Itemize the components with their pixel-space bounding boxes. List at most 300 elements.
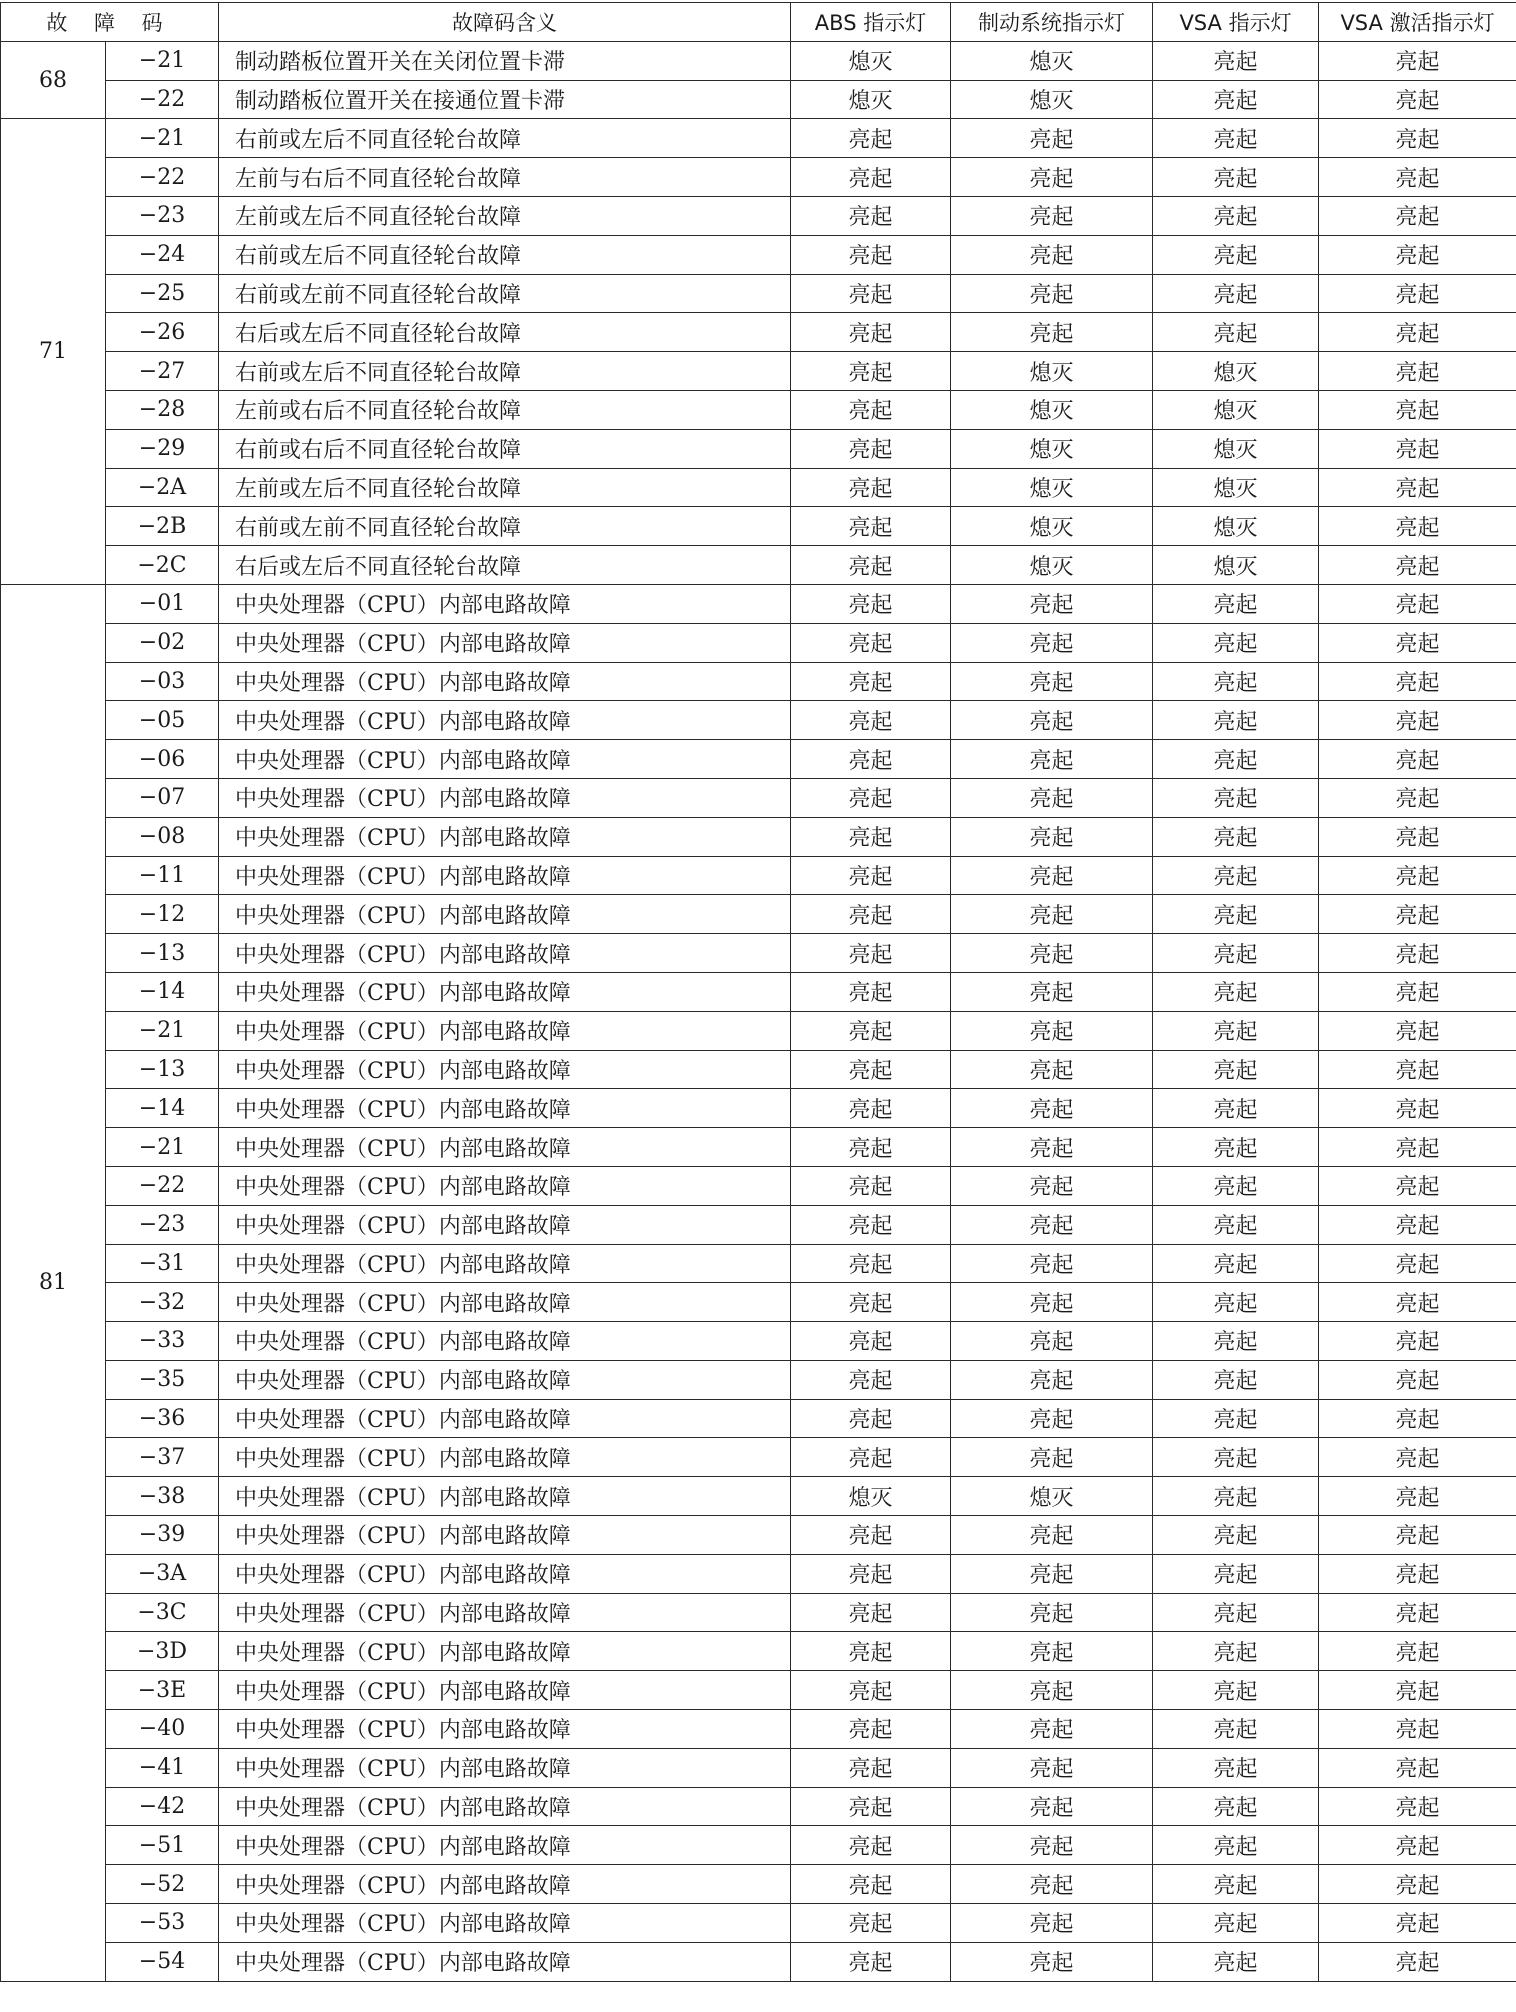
fault-meaning: 中央处理器（CPU）内部电路故障 (219, 1632, 791, 1671)
fault-meaning: 中央处理器（CPU）内部电路故障 (219, 701, 791, 740)
abs-light-state: 亮起 (791, 429, 951, 468)
vsa-light-state: 熄灭 (1153, 352, 1319, 391)
brake-system-light-state: 熄灭 (951, 507, 1153, 546)
fault-meaning: 中央处理器（CPU）内部电路故障 (219, 1942, 791, 1981)
sub-code: −03 (106, 662, 219, 701)
abs-light-state: 亮起 (791, 972, 951, 1011)
vsa-active-light-state: 亮起 (1319, 1516, 1516, 1555)
vsa-active-light-state: 亮起 (1319, 1710, 1516, 1749)
abs-light-state: 亮起 (791, 1593, 951, 1632)
fault-meaning: 中央处理器（CPU）内部电路故障 (219, 1399, 791, 1438)
table-row (1, 1399, 1516, 1438)
sub-code: −32 (106, 1283, 219, 1322)
fault-meaning: 左前或右后不同直径轮台故障 (219, 390, 791, 429)
sub-code: −22 (106, 80, 219, 119)
table-row (1, 934, 1516, 973)
table-row (1, 1826, 1516, 1865)
vsa-active-light-state: 亮起 (1319, 817, 1516, 856)
abs-light-state: 亮起 (791, 196, 951, 235)
vsa-active-light-state: 亮起 (1319, 80, 1516, 119)
vsa-light-state: 亮起 (1153, 1399, 1319, 1438)
brake-system-light-state: 亮起 (951, 778, 1153, 817)
fault-meaning: 左前或左后不同直径轮台故障 (219, 196, 791, 235)
brake-system-light-state: 亮起 (951, 623, 1153, 662)
brake-system-light-state: 亮起 (951, 1011, 1153, 1050)
fault-meaning: 中央处理器（CPU）内部电路故障 (219, 662, 791, 701)
fault-meaning: 中央处理器（CPU）内部电路故障 (219, 1089, 791, 1128)
table-row (1, 1904, 1516, 1943)
abs-light-state: 亮起 (791, 390, 951, 429)
vsa-active-light-state: 亮起 (1319, 507, 1516, 546)
sub-code: −01 (106, 584, 219, 623)
vsa-light-state: 亮起 (1153, 158, 1319, 197)
vsa-active-light-state: 亮起 (1319, 1787, 1516, 1826)
abs-light-state: 亮起 (791, 313, 951, 352)
vsa-light-state: 亮起 (1153, 274, 1319, 313)
abs-light-state: 亮起 (791, 1710, 951, 1749)
vsa-active-light-state: 亮起 (1319, 274, 1516, 313)
brake-system-light-state: 亮起 (951, 1593, 1153, 1632)
table-row (1, 468, 1516, 507)
brake-system-light-state: 亮起 (951, 584, 1153, 623)
dtc-table (0, 2, 1516, 1982)
table-row (1, 1128, 1516, 1167)
vsa-light-state: 熄灭 (1153, 429, 1319, 468)
fault-meaning: 中央处理器（CPU）内部电路故障 (219, 1904, 791, 1943)
table-row (1, 1438, 1516, 1477)
table-row (1, 119, 1516, 158)
vsa-light-state: 亮起 (1153, 119, 1319, 158)
sub-code: −24 (106, 235, 219, 274)
vsa-light-state: 亮起 (1153, 1360, 1319, 1399)
sub-code: −31 (106, 1244, 219, 1283)
vsa-light-state: 亮起 (1153, 1632, 1319, 1671)
brake-system-light-state: 亮起 (951, 1322, 1153, 1361)
brake-system-light-state: 亮起 (951, 1671, 1153, 1710)
brake-system-light-state: 亮起 (951, 1050, 1153, 1089)
sub-code: −2C (106, 546, 219, 585)
header-abs-light: ABS 指示灯 (791, 3, 951, 42)
brake-system-light-state: 亮起 (951, 1360, 1153, 1399)
vsa-active-light-state: 亮起 (1319, 895, 1516, 934)
brake-system-light-state: 亮起 (951, 1748, 1153, 1787)
vsa-light-state: 亮起 (1153, 1554, 1319, 1593)
brake-system-light-state: 亮起 (951, 313, 1153, 352)
fault-meaning: 右前或左后不同直径轮台故障 (219, 235, 791, 274)
table-row (1, 1632, 1516, 1671)
table-row (1, 856, 1516, 895)
brake-system-light-state: 亮起 (951, 1438, 1153, 1477)
abs-light-state: 熄灭 (791, 1477, 951, 1516)
abs-light-state: 亮起 (791, 1904, 951, 1943)
vsa-active-light-state: 亮起 (1319, 1438, 1516, 1477)
table-row (1, 778, 1516, 817)
abs-light-state: 亮起 (791, 274, 951, 313)
main-fault-code: 68 (1, 41, 106, 119)
brake-system-light-state: 亮起 (951, 158, 1153, 197)
fault-meaning: 中央处理器（CPU）内部电路故障 (219, 1865, 791, 1904)
fault-meaning: 右后或左后不同直径轮台故障 (219, 313, 791, 352)
vsa-light-state: 亮起 (1153, 1942, 1319, 1981)
sub-code: −42 (106, 1787, 219, 1826)
sub-code: −21 (106, 41, 219, 80)
vsa-active-light-state: 亮起 (1319, 856, 1516, 895)
vsa-light-state: 亮起 (1153, 740, 1319, 779)
abs-light-state: 亮起 (791, 1516, 951, 1555)
vsa-light-state: 亮起 (1153, 1438, 1319, 1477)
brake-system-light-state: 亮起 (951, 817, 1153, 856)
vsa-active-light-state: 亮起 (1319, 1166, 1516, 1205)
vsa-light-state: 亮起 (1153, 1477, 1319, 1516)
table-row (1, 80, 1516, 119)
brake-system-light-state: 亮起 (951, 740, 1153, 779)
table-row (1, 1322, 1516, 1361)
fault-meaning: 制动踏板位置开关在接通位置卡滞 (219, 80, 791, 119)
table-row (1, 274, 1516, 313)
vsa-light-state: 熄灭 (1153, 546, 1319, 585)
abs-light-state: 亮起 (791, 1011, 951, 1050)
vsa-light-state: 亮起 (1153, 1128, 1319, 1167)
main-fault-code: 81 (1, 584, 106, 1981)
fault-meaning: 中央处理器（CPU）内部电路故障 (219, 1205, 791, 1244)
abs-light-state: 亮起 (791, 778, 951, 817)
abs-light-state: 亮起 (791, 1865, 951, 1904)
vsa-light-state: 亮起 (1153, 1166, 1319, 1205)
vsa-light-state: 亮起 (1153, 856, 1319, 895)
vsa-light-state: 亮起 (1153, 235, 1319, 274)
brake-system-light-state: 亮起 (951, 1283, 1153, 1322)
table-row (1, 895, 1516, 934)
vsa-active-light-state: 亮起 (1319, 1128, 1516, 1167)
table-row (1, 1283, 1516, 1322)
vsa-active-light-state: 亮起 (1319, 584, 1516, 623)
brake-system-light-state: 亮起 (951, 1244, 1153, 1283)
header-row (1, 3, 1516, 42)
vsa-active-light-state: 亮起 (1319, 1477, 1516, 1516)
table-row (1, 1166, 1516, 1205)
table-row (1, 1050, 1516, 1089)
sub-code: −52 (106, 1865, 219, 1904)
sub-code: −02 (106, 623, 219, 662)
fault-meaning: 中央处理器（CPU）内部电路故障 (219, 1826, 791, 1865)
vsa-active-light-state: 亮起 (1319, 740, 1516, 779)
brake-system-light-state: 熄灭 (951, 429, 1153, 468)
fault-meaning: 中央处理器（CPU）内部电路故障 (219, 1671, 791, 1710)
brake-system-light-state: 亮起 (951, 1166, 1153, 1205)
brake-system-light-state: 亮起 (951, 972, 1153, 1011)
fault-meaning: 中央处理器（CPU）内部电路故障 (219, 740, 791, 779)
fault-meaning: 中央处理器（CPU）内部电路故障 (219, 1166, 791, 1205)
sub-code: −06 (106, 740, 219, 779)
sub-code: −23 (106, 196, 219, 235)
abs-light-state: 亮起 (791, 1322, 951, 1361)
brake-system-light-state: 熄灭 (951, 390, 1153, 429)
sub-code: −07 (106, 778, 219, 817)
table-row (1, 1244, 1516, 1283)
vsa-light-state: 亮起 (1153, 1011, 1319, 1050)
brake-system-light-state: 熄灭 (951, 352, 1153, 391)
vsa-light-state: 亮起 (1153, 1516, 1319, 1555)
fault-meaning: 制动踏板位置开关在关闭位置卡滞 (219, 41, 791, 80)
brake-system-light-state: 亮起 (951, 274, 1153, 313)
vsa-light-state: 亮起 (1153, 80, 1319, 119)
fault-meaning: 中央处理器（CPU）内部电路故障 (219, 1283, 791, 1322)
brake-system-light-state: 亮起 (951, 196, 1153, 235)
brake-system-light-state: 亮起 (951, 856, 1153, 895)
vsa-active-light-state: 亮起 (1319, 1865, 1516, 1904)
abs-light-state: 亮起 (791, 1942, 951, 1981)
abs-light-state: 亮起 (791, 507, 951, 546)
fault-meaning: 中央处理器（CPU）内部电路故障 (219, 1050, 791, 1089)
table-row (1, 1787, 1516, 1826)
vsa-light-state: 亮起 (1153, 1671, 1319, 1710)
sub-code: −14 (106, 972, 219, 1011)
sub-code: −11 (106, 856, 219, 895)
table-row (1, 1865, 1516, 1904)
abs-light-state: 亮起 (791, 856, 951, 895)
table-row (1, 1554, 1516, 1593)
abs-light-state: 亮起 (791, 119, 951, 158)
abs-light-state: 亮起 (791, 1438, 951, 1477)
brake-system-light-state: 亮起 (951, 1516, 1153, 1555)
vsa-light-state: 亮起 (1153, 1748, 1319, 1787)
vsa-light-state: 亮起 (1153, 1089, 1319, 1128)
vsa-active-light-state: 亮起 (1319, 623, 1516, 662)
header-meaning: 故障码含义 (219, 3, 791, 42)
abs-light-state: 亮起 (791, 1671, 951, 1710)
sub-code: −29 (106, 429, 219, 468)
sub-code: −23 (106, 1205, 219, 1244)
fault-meaning: 中央处理器（CPU）内部电路故障 (219, 1593, 791, 1632)
table-row (1, 390, 1516, 429)
abs-light-state: 亮起 (791, 1826, 951, 1865)
table-row (1, 1205, 1516, 1244)
abs-light-state: 亮起 (791, 1632, 951, 1671)
fault-meaning: 中央处理器（CPU）内部电路故障 (219, 1516, 791, 1555)
brake-system-light-state: 亮起 (951, 701, 1153, 740)
fault-meaning: 中央处理器（CPU）内部电路故障 (219, 584, 791, 623)
vsa-light-state: 亮起 (1153, 1904, 1319, 1943)
fault-meaning: 右前或左前不同直径轮台故障 (219, 507, 791, 546)
sub-code: −35 (106, 1360, 219, 1399)
table-row (1, 972, 1516, 1011)
abs-light-state: 亮起 (791, 895, 951, 934)
sub-code: −51 (106, 1826, 219, 1865)
brake-system-light-state: 亮起 (951, 1904, 1153, 1943)
sub-code: −33 (106, 1322, 219, 1361)
sub-code: −3C (106, 1593, 219, 1632)
vsa-active-light-state: 亮起 (1319, 1050, 1516, 1089)
sub-code: −14 (106, 1089, 219, 1128)
sub-code: −38 (106, 1477, 219, 1516)
abs-light-state: 亮起 (791, 623, 951, 662)
vsa-active-light-state: 亮起 (1319, 1089, 1516, 1128)
vsa-active-light-state: 亮起 (1319, 1244, 1516, 1283)
fault-meaning: 右前或左后不同直径轮台故障 (219, 352, 791, 391)
sub-code: −27 (106, 352, 219, 391)
vsa-active-light-state: 亮起 (1319, 158, 1516, 197)
brake-system-light-state: 亮起 (951, 1826, 1153, 1865)
fault-meaning: 中央处理器（CPU）内部电路故障 (219, 1748, 791, 1787)
vsa-active-light-state: 亮起 (1319, 390, 1516, 429)
table-row (1, 1477, 1516, 1516)
table-row (1, 1516, 1516, 1555)
abs-light-state: 熄灭 (791, 41, 951, 80)
table-row (1, 662, 1516, 701)
sub-code: −21 (106, 119, 219, 158)
table-row (1, 546, 1516, 585)
table-row (1, 1671, 1516, 1710)
vsa-active-light-state: 亮起 (1319, 41, 1516, 80)
brake-system-light-state: 熄灭 (951, 546, 1153, 585)
vsa-active-light-state: 亮起 (1319, 1399, 1516, 1438)
vsa-active-light-state: 亮起 (1319, 1011, 1516, 1050)
brake-system-light-state: 亮起 (951, 1632, 1153, 1671)
brake-system-light-state: 熄灭 (951, 80, 1153, 119)
fault-meaning: 右前或左后不同直径轮台故障 (219, 119, 791, 158)
sub-code: −13 (106, 1050, 219, 1089)
table-row (1, 235, 1516, 274)
brake-system-light-state: 亮起 (951, 1089, 1153, 1128)
sub-code: −21 (106, 1011, 219, 1050)
brake-system-light-state: 亮起 (951, 235, 1153, 274)
abs-light-state: 亮起 (791, 662, 951, 701)
fault-meaning: 中央处理器（CPU）内部电路故障 (219, 1787, 791, 1826)
vsa-light-state: 亮起 (1153, 817, 1319, 856)
brake-system-light-state: 亮起 (951, 1205, 1153, 1244)
brake-system-light-state: 亮起 (951, 1554, 1153, 1593)
abs-light-state: 亮起 (791, 1128, 951, 1167)
table-row (1, 1593, 1516, 1632)
brake-system-light-state: 熄灭 (951, 468, 1153, 507)
header-brake-system-light: 制动系统指示灯 (951, 3, 1153, 42)
vsa-light-state: 亮起 (1153, 1826, 1319, 1865)
vsa-active-light-state: 亮起 (1319, 1283, 1516, 1322)
table-row (1, 1089, 1516, 1128)
abs-light-state: 亮起 (791, 235, 951, 274)
table-row (1, 623, 1516, 662)
vsa-active-light-state: 亮起 (1319, 1593, 1516, 1632)
sub-code: −40 (106, 1710, 219, 1749)
brake-system-light-state: 亮起 (951, 895, 1153, 934)
brake-system-light-state: 亮起 (951, 934, 1153, 973)
table-body (1, 41, 1516, 1981)
sub-code: −2B (106, 507, 219, 546)
sub-code: −53 (106, 1904, 219, 1943)
vsa-light-state: 亮起 (1153, 934, 1319, 973)
vsa-active-light-state: 亮起 (1319, 1904, 1516, 1943)
fault-meaning: 右前或左前不同直径轮台故障 (219, 274, 791, 313)
fault-meaning: 中央处理器（CPU）内部电路故障 (219, 817, 791, 856)
fault-meaning: 中央处理器（CPU）内部电路故障 (219, 895, 791, 934)
vsa-active-light-state: 亮起 (1319, 313, 1516, 352)
brake-system-light-state: 亮起 (951, 119, 1153, 158)
vsa-light-state: 亮起 (1153, 662, 1319, 701)
vsa-active-light-state: 亮起 (1319, 1748, 1516, 1787)
fault-meaning: 中央处理器（CPU）内部电路故障 (219, 623, 791, 662)
vsa-active-light-state: 亮起 (1319, 934, 1516, 973)
table-row (1, 429, 1516, 468)
brake-system-light-state: 熄灭 (951, 1477, 1153, 1516)
vsa-active-light-state: 亮起 (1319, 701, 1516, 740)
vsa-light-state: 亮起 (1153, 584, 1319, 623)
vsa-active-light-state: 亮起 (1319, 235, 1516, 274)
vsa-light-state: 亮起 (1153, 623, 1319, 662)
sub-code: −28 (106, 390, 219, 429)
vsa-active-light-state: 亮起 (1319, 1554, 1516, 1593)
fault-meaning: 右后或左后不同直径轮台故障 (219, 546, 791, 585)
abs-light-state: 亮起 (791, 1554, 951, 1593)
vsa-light-state: 亮起 (1153, 196, 1319, 235)
abs-light-state: 亮起 (791, 740, 951, 779)
table-row (1, 1360, 1516, 1399)
vsa-light-state: 熄灭 (1153, 468, 1319, 507)
vsa-active-light-state: 亮起 (1319, 546, 1516, 585)
vsa-active-light-state: 亮起 (1319, 972, 1516, 1011)
vsa-light-state: 亮起 (1153, 701, 1319, 740)
fault-meaning: 中央处理器（CPU）内部电路故障 (219, 778, 791, 817)
sub-code: −22 (106, 158, 219, 197)
table-row (1, 158, 1516, 197)
abs-light-state: 亮起 (791, 584, 951, 623)
abs-light-state: 亮起 (791, 1089, 951, 1128)
vsa-active-light-state: 亮起 (1319, 778, 1516, 817)
sub-code: −22 (106, 1166, 219, 1205)
sub-code: −36 (106, 1399, 219, 1438)
header-vsa-light: VSA 指示灯 (1153, 3, 1319, 42)
fault-meaning: 中央处理器（CPU）内部电路故障 (219, 1438, 791, 1477)
table-header (1, 3, 1516, 42)
fault-meaning: 中央处理器（CPU）内部电路故障 (219, 1360, 791, 1399)
fault-meaning: 中央处理器（CPU）内部电路故障 (219, 1554, 791, 1593)
vsa-active-light-state: 亮起 (1319, 1632, 1516, 1671)
table-row (1, 584, 1516, 623)
abs-light-state: 亮起 (791, 1283, 951, 1322)
fault-meaning: 中央处理器（CPU）内部电路故障 (219, 934, 791, 973)
sub-code: −08 (106, 817, 219, 856)
sub-code: −54 (106, 1942, 219, 1981)
vsa-light-state: 亮起 (1153, 41, 1319, 80)
vsa-light-state: 亮起 (1153, 1865, 1319, 1904)
table-row (1, 1011, 1516, 1050)
brake-system-light-state: 亮起 (951, 1710, 1153, 1749)
abs-light-state: 亮起 (791, 546, 951, 585)
brake-system-light-state: 亮起 (951, 1128, 1153, 1167)
abs-light-state: 亮起 (791, 934, 951, 973)
table-row (1, 817, 1516, 856)
fault-meaning: 中央处理器（CPU）内部电路故障 (219, 1710, 791, 1749)
table-row (1, 41, 1516, 80)
vsa-active-light-state: 亮起 (1319, 1322, 1516, 1361)
fault-meaning: 中央处理器（CPU）内部电路故障 (219, 856, 791, 895)
brake-system-light-state: 亮起 (951, 662, 1153, 701)
vsa-active-light-state: 亮起 (1319, 119, 1516, 158)
abs-light-state: 亮起 (791, 817, 951, 856)
brake-system-light-state: 亮起 (951, 1399, 1153, 1438)
vsa-light-state: 熄灭 (1153, 507, 1319, 546)
table-row (1, 196, 1516, 235)
vsa-active-light-state: 亮起 (1319, 1205, 1516, 1244)
sub-code: −26 (106, 313, 219, 352)
abs-light-state: 亮起 (791, 1360, 951, 1399)
fault-meaning: 左前或左后不同直径轮台故障 (219, 468, 791, 507)
vsa-active-light-state: 亮起 (1319, 662, 1516, 701)
table-row (1, 1942, 1516, 1981)
brake-system-light-state: 亮起 (951, 1787, 1153, 1826)
fault-meaning: 右前或右后不同直径轮台故障 (219, 429, 791, 468)
fault-meaning: 中央处理器（CPU）内部电路故障 (219, 1011, 791, 1050)
fault-meaning: 中央处理器（CPU）内部电路故障 (219, 1322, 791, 1361)
